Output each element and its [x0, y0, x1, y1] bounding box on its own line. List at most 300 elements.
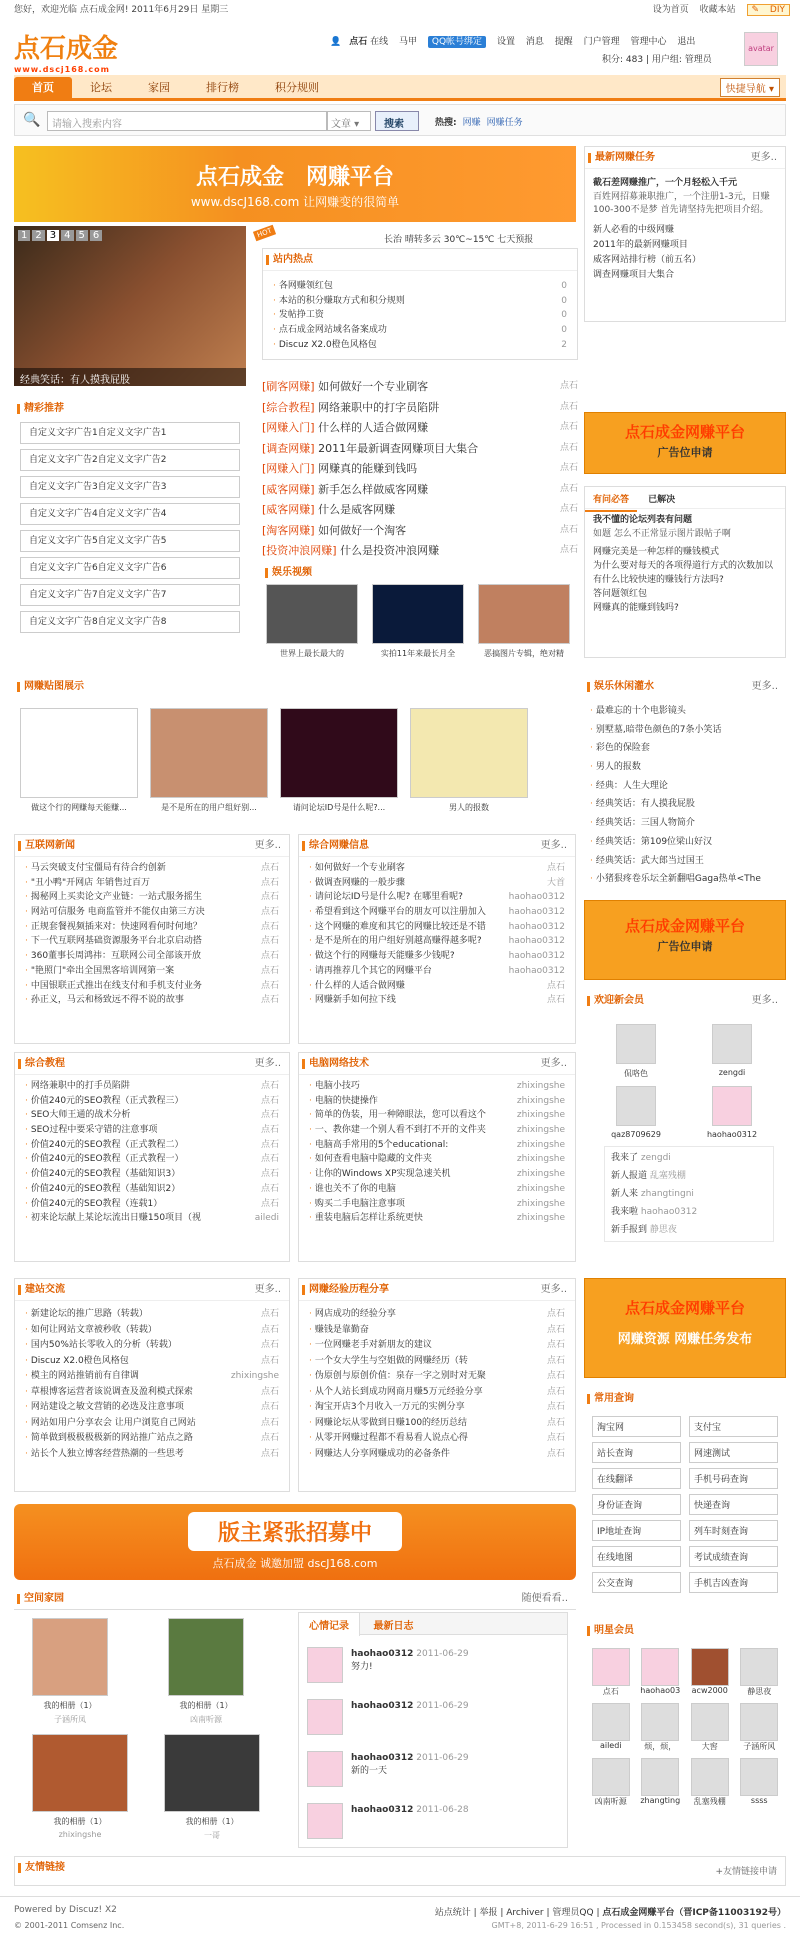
- diary-entry[interactable]: haohao0312 2011-06-28: [351, 1805, 469, 1815]
- album-cover[interactable]: [32, 1734, 128, 1812]
- showcase-caption[interactable]: 是不是所在的用户组好别...: [161, 803, 257, 812]
- slideshow[interactable]: [14, 226, 246, 386]
- list-item[interactable]: · 点石 网络兼职中的打手员陷阱: [25, 1079, 279, 1094]
- slide-page[interactable]: 5: [76, 230, 88, 241]
- list-item[interactable]: · 经典：人生大理论: [590, 777, 780, 796]
- notices-link[interactable]: 提醒: [554, 37, 573, 47]
- video-caption[interactable]: 实拍11年来最长月全: [380, 649, 456, 658]
- task-headline[interactable]: 截石差网赚推广，一个月轻松入千元: [593, 178, 738, 188]
- log-row[interactable]: 我来啦 haohao0312: [611, 1207, 698, 1217]
- query-link[interactable]: 手机吉凶查询: [689, 1572, 778, 1593]
- list-item[interactable]: · 点石 草根博客运营者该说调查及盈利模式探索: [25, 1385, 279, 1401]
- list-item[interactable]: 2011年的最新网赚项目: [593, 240, 688, 250]
- star-member[interactable]: zhangting: [638, 1758, 684, 1807]
- list-item[interactable]: · 点石 从个人站长到成功网商月赚5万元经验分享: [309, 1385, 565, 1401]
- ad-slot[interactable]: [584, 900, 786, 980]
- footer-link[interactable]: 站点统计: [434, 1908, 471, 1918]
- list-item[interactable]: · 点石 简单做到极极极极新的网站推广站点之路: [25, 1431, 279, 1447]
- showcase-image[interactable]: [410, 708, 528, 798]
- video-box: [262, 562, 578, 662]
- list-item[interactable]: · 最难忘的十个电影镜头: [590, 702, 780, 721]
- tab-mood[interactable]: 心情记录: [299, 1613, 360, 1636]
- bookmark-link[interactable]: 收藏本站: [699, 5, 736, 15]
- video-thumb[interactable]: [372, 584, 464, 644]
- log-row[interactable]: 新手报到 静思夜: [611, 1225, 677, 1235]
- star-member[interactable]: 点石: [588, 1648, 634, 1697]
- list-item[interactable]: 新人必看的中级网赚: [593, 225, 675, 235]
- list-item[interactable]: 调查网赚项目大集合: [593, 270, 675, 280]
- list-item[interactable]: · 点石 新建论坛的推广思路（转载）: [25, 1307, 279, 1323]
- text-ad[interactable]: 自定义文字广告2自定义文字广告2: [20, 449, 240, 471]
- query-link[interactable]: 网速测试: [689, 1442, 778, 1463]
- list-item[interactable]: · 点石 网站如用户分享农会 让用户浏览自己网站: [25, 1416, 279, 1432]
- star-member[interactable]: acw2000: [687, 1648, 733, 1697]
- tagged-list: [262, 378, 578, 563]
- avatar: [641, 1758, 679, 1796]
- list-item[interactable]: · 经典笑话：武大郎当过国王: [590, 852, 780, 871]
- tab-solved[interactable]: 已解决: [648, 495, 676, 505]
- online-status: 在线: [370, 37, 389, 47]
- list-item[interactable]: · 点石 如何让网站文章被秒收（转载）: [25, 1323, 279, 1339]
- list-item[interactable]: · 2 Discuz X2.0橙色风格包: [273, 338, 567, 353]
- list-item[interactable]: · 点石 站长个人独立博客经营热潮的一些思考: [25, 1447, 279, 1463]
- list-item[interactable]: · 点石 网站建设之敏文营销的必选及注意事项: [25, 1400, 279, 1416]
- list-item[interactable]: · zhixingshe 重装电脑后怎样让系统更快: [309, 1211, 565, 1226]
- query-link[interactable]: 手机号码查询: [689, 1468, 778, 1489]
- member-avatar[interactable]: [616, 1086, 656, 1126]
- home-title: 空间家园 随便看看..: [14, 1588, 576, 1610]
- list-item[interactable]: · zhixingshe 让你的Windows XP实现急速关机: [309, 1167, 565, 1182]
- footer-link[interactable]: Archiver: [506, 1908, 544, 1918]
- list-item[interactable]: · 男人的报数: [590, 758, 780, 777]
- text-ad[interactable]: 自定义文字广告8自定义文字广告8: [20, 611, 240, 633]
- list-item[interactable]: · 点石 SEO过程中要采守错的注意事项: [25, 1123, 279, 1138]
- slide-page[interactable]: 4: [61, 230, 73, 241]
- list-item[interactable]: · zhixingshe 电脑高手常用的5个educational:: [309, 1138, 565, 1153]
- hotspot-box: [262, 248, 578, 360]
- list-item[interactable]: · 别墅墓,暗带色颜色的7条小笑话: [590, 721, 780, 740]
- star-member[interactable]: ailedi: [588, 1703, 634, 1752]
- list-item[interactable]: · ailedi 初来论坛献上某论坛流出日赚150项目（视: [25, 1211, 279, 1226]
- tab-blog[interactable]: 最新日志: [373, 1621, 414, 1632]
- list-item[interactable]: · 点石 什么样的人适合做网赚: [309, 979, 565, 994]
- list-item[interactable]: · 经典笑话：有人摸我屁股: [590, 795, 780, 814]
- showcase-box: [14, 676, 576, 826]
- banner-ad[interactable]: [14, 146, 576, 222]
- avatar: [592, 1648, 630, 1686]
- qq-bind-button[interactable]: QQ帐号绑定: [428, 36, 486, 48]
- messages-link[interactable]: 消息: [525, 37, 544, 47]
- diary-avatar[interactable]: [307, 1803, 343, 1839]
- member-name[interactable]: zengdi: [718, 1068, 746, 1077]
- member-avatar[interactable]: [616, 1024, 656, 1064]
- list-item[interactable]: · 点石 马云突破支付宝僵局有待合约创新: [25, 861, 279, 876]
- nav-points-rules[interactable]: 积分规则: [275, 81, 319, 94]
- list-item[interactable]: 网赚完美是一种怎样的赚钱模式: [593, 547, 720, 557]
- gmt-text: GMT+8, 2011-6-29 16:51 , Processed in 0.153458 second(s), 31 queries .: [491, 1921, 786, 1930]
- log-row[interactable]: 新人来 zhangtingni: [611, 1189, 694, 1199]
- list-item[interactable]: 点石 [威客网赚] 什么是威客网赚: [262, 503, 578, 516]
- showcase-caption[interactable]: 请问论坛ID号是什么呢?...: [292, 803, 386, 812]
- site-box: [14, 1278, 290, 1492]
- footer-link[interactable]: 点石成金网赚平台（晋ICP备11003192号）: [602, 1908, 786, 1918]
- banner-sub: www.dscJ168.com 让网赚变的很简单: [190, 195, 400, 209]
- diary-entry[interactable]: haohao0312 2011-06-29 努力!: [351, 1649, 469, 1672]
- ad-title: 点石成金网赚平台: [624, 1299, 745, 1317]
- list-item[interactable]: · 点石 价值240元的SEO教程（基础知识3）: [25, 1167, 279, 1182]
- recruit-banner[interactable]: [14, 1504, 576, 1580]
- avatar: [740, 1758, 778, 1796]
- member-avatar[interactable]: [712, 1086, 752, 1126]
- list-item[interactable]: · 点石 国内50%站长零收入的分析（转载）: [25, 1338, 279, 1354]
- more-link[interactable]: 更多..: [540, 840, 567, 851]
- powered-by[interactable]: Powered by Discuz! X2: [14, 1905, 117, 1915]
- weather[interactable]: 长治 晴转多云 30℃~15℃ 七天预报: [384, 235, 534, 245]
- list-item[interactable]: · 点石 网站可信服务 电商监管并不能仅由第三方决: [25, 905, 279, 920]
- nav-home[interactable]: 首页: [14, 77, 72, 99]
- more-link[interactable]: 更多..: [750, 152, 777, 163]
- diary-avatar[interactable]: [307, 1751, 343, 1787]
- text-ad[interactable]: 自定义文字广告1自定义文字广告1: [20, 422, 240, 444]
- settings-link[interactable]: 设置: [496, 37, 515, 47]
- user-bar: [330, 34, 703, 47]
- list-item[interactable]: · zhixingshe 简单的伪装，用一种障眼法，您可以看这个: [309, 1108, 565, 1123]
- search-icon: 🔍: [23, 112, 41, 128]
- text-ad[interactable]: 自定义文字广告4自定义文字广告4: [20, 503, 240, 525]
- hot-label: 热搜:: [435, 118, 457, 128]
- list-item[interactable]: · 0 发帖挣工资: [273, 308, 567, 323]
- slide-page[interactable]: 6: [90, 230, 102, 241]
- star-member[interactable]: 静思夜: [737, 1648, 783, 1697]
- album-title[interactable]: 我的相册（1）: [185, 1817, 239, 1826]
- diary-avatar[interactable]: [307, 1699, 343, 1735]
- nav-home-space[interactable]: 家园: [148, 81, 170, 94]
- footer-links: 站点统计 | 举报 | Archiver | 管理员QQ | 点石成金网赚平台（晋ICP备11003192号）: [434, 1908, 786, 1918]
- list-item[interactable]: · 点石 价值240元的SEO教程（正式教程二）: [25, 1138, 279, 1153]
- query-link[interactable]: 在线翻译: [592, 1468, 681, 1489]
- task-title: 最新网赚任务 更多..: [585, 147, 785, 169]
- list-item[interactable]: 威客网站排行榜（前五名）: [593, 255, 702, 265]
- diary-entry[interactable]: haohao0312 2011-06-29: [351, 1701, 469, 1711]
- ad-sub: 广告位申请: [657, 940, 713, 953]
- usergroup-text[interactable]: 用户组: 管理员: [651, 55, 712, 65]
- hot-link[interactable]: 网赚任务: [486, 118, 523, 128]
- list-item[interactable]: · haohao0312 请再推荐几个其它的网赚平台: [309, 964, 565, 979]
- comp-title: 综合网赚信息 更多..: [299, 835, 575, 857]
- news-box: [14, 834, 290, 1044]
- list-item[interactable]: · 0 本站的积分赚取方式和积分规则: [273, 294, 567, 309]
- slide-caption[interactable]: 经典笑话：有人摸我屁股: [14, 368, 246, 386]
- member-name[interactable]: haohao0312: [706, 1130, 758, 1139]
- member-name[interactable]: 侃咯色: [624, 1069, 648, 1078]
- star-member[interactable]: ssss: [737, 1758, 783, 1807]
- vest-link[interactable]: 马甲: [399, 37, 418, 47]
- video-caption[interactable]: 恶搞图片专辑，绝对精: [484, 649, 564, 658]
- search-button[interactable]: 搜索: [375, 111, 419, 131]
- more-link[interactable]: 更多..: [254, 1284, 281, 1295]
- list-item[interactable]: · haohao0312 做这个行的网赚每天能赚多少钱呢?: [309, 949, 565, 964]
- list-item[interactable]: · 点石 Discuz X2.0橙色风格包: [25, 1354, 279, 1370]
- showcase-caption[interactable]: 男人的报数: [449, 803, 489, 812]
- list-item[interactable]: · 0 各网赚领红包: [273, 279, 567, 294]
- list-item[interactable]: · zhixingshe 谁也关不了你的电脑: [309, 1182, 565, 1197]
- list-item[interactable]: · 点石 如何做好一个专业刷客: [309, 861, 565, 876]
- avatar: [641, 1703, 679, 1741]
- text-ad[interactable]: 自定义文字广告7自定义文字广告7: [20, 584, 240, 606]
- query-link[interactable]: 考试成绩查询: [689, 1546, 778, 1567]
- footer: [0, 1896, 800, 1950]
- query-link[interactable]: 身份证查询: [592, 1494, 681, 1515]
- recruit-title: 版主紧张招募中: [188, 1512, 402, 1551]
- star-member[interactable]: 凶南听源: [588, 1758, 634, 1807]
- list-item[interactable]: 答问题领红包: [593, 589, 648, 599]
- list-item[interactable]: · zhixingshe 电脑小技巧: [309, 1079, 565, 1094]
- top-links: [645, 2, 790, 15]
- list-item[interactable]: · 点石 揭秘网上买卖论文产业链：一站式服务摇生: [25, 890, 279, 905]
- admin-center-link[interactable]: 管理中心: [630, 37, 667, 47]
- album-user[interactable]: 凶南听源: [190, 1715, 222, 1724]
- log-row[interactable]: 新人报道 乱塞残棚: [611, 1171, 686, 1181]
- album-cover[interactable]: [32, 1618, 108, 1696]
- user-icon: 👤: [330, 37, 342, 47]
- list-item[interactable]: · 点石 淘宝开店3个月收入一万元的实例分享: [309, 1400, 565, 1416]
- star-member[interactable]: 子涵所风: [737, 1703, 783, 1752]
- avatar: [641, 1648, 679, 1686]
- qa-question[interactable]: 我不懂的论坛列表有问题: [593, 515, 693, 525]
- tutorial-title: 综合教程 更多..: [15, 1053, 289, 1075]
- list-item[interactable]: 点石 [威客网赚] 新手怎么样做威客网赚: [262, 482, 578, 496]
- search-type-select[interactable]: 文章 ▾: [327, 111, 371, 131]
- log-row[interactable]: 我来了 zengdi: [611, 1153, 671, 1163]
- search-input[interactable]: 请输入搜索内容: [47, 111, 327, 131]
- footer-link[interactable]: 管理员QQ: [552, 1908, 594, 1918]
- list-item[interactable]: · 点石 价值240元的SEO教程（正式教程三）: [25, 1094, 279, 1109]
- diary-entry[interactable]: haohao0312 2011-06-29 新的一天: [351, 1753, 469, 1776]
- footer-link[interactable]: 举报: [479, 1908, 498, 1918]
- welcome-text: 您好，欢迎光临 点石成金网! 2011年6月29日 星期三: [14, 5, 229, 15]
- showcase-image[interactable]: [150, 708, 268, 798]
- list-item[interactable]: · haohao0312 请问论坛ID号是什么呢? 在哪里看呢?: [309, 890, 565, 905]
- recruit-sub: 点石成金 诚邀加盟 dscJ168.com: [212, 1557, 378, 1570]
- member-avatar[interactable]: [712, 1024, 752, 1064]
- star-member[interactable]: 大窖: [687, 1703, 733, 1752]
- more-link[interactable]: 更多..: [540, 1284, 567, 1295]
- more-link[interactable]: 更多..: [254, 840, 281, 851]
- list-item[interactable]: · zhixingshe 模主的网站推销前有自律调: [25, 1369, 279, 1385]
- text-ad[interactable]: 自定义文字广告6自定义文字广告6: [20, 557, 240, 579]
- diary-avatar[interactable]: [307, 1647, 343, 1683]
- hot-badge: HOT: [253, 225, 276, 242]
- query-link[interactable]: IP地址查询: [592, 1520, 681, 1541]
- list-item[interactable]: · 点石 "艳照门"牵出全国黑客培训网第一案: [25, 964, 279, 979]
- query-link[interactable]: 在线地图: [592, 1546, 681, 1567]
- list-item[interactable]: · zhixingshe 一、教你建一个别人看不到打不开的文件夹: [309, 1123, 565, 1138]
- site-logo[interactable]: [14, 28, 118, 74]
- list-item[interactable]: · 点石 从零开网赚过程都不看易看人说点心得: [309, 1431, 565, 1447]
- avatar: [592, 1703, 630, 1741]
- video-caption[interactable]: 世界上最长最大的: [280, 649, 344, 658]
- user-stats: 积分: 483 | 用户组: 管理员: [602, 55, 712, 65]
- links-title: 友情链接: [15, 1857, 785, 1879]
- list-item[interactable]: · 点石 价值240元的SEO教程（连载1）: [25, 1197, 279, 1212]
- list-item[interactable]: 点石 [网赚入门] 网赚真的能赚到钱吗: [262, 462, 578, 475]
- avatar: [691, 1758, 729, 1796]
- quick-nav-button[interactable]: 快捷导航 ▾: [720, 78, 780, 97]
- hotspot-title: 站内热点: [263, 249, 577, 271]
- tab-qa[interactable]: 有问必答: [585, 487, 637, 512]
- album-cover[interactable]: [164, 1734, 260, 1812]
- nav-forum[interactable]: 论坛: [90, 81, 112, 94]
- list-item[interactable]: · 点石 中国银联正式推出在线支付和手机支付业务: [25, 979, 279, 994]
- list-item[interactable]: · 经典笑话：第109位梁山好汉: [590, 833, 780, 852]
- list-item[interactable]: · haohao0312 是不是所在的用户组好别越高赚得越多呢?: [309, 934, 565, 949]
- friend-links: [14, 1856, 786, 1886]
- query-link[interactable]: 支付宝: [689, 1416, 778, 1437]
- more-link[interactable]: 更多..: [540, 1058, 567, 1069]
- album-title[interactable]: 我的相册（1）: [43, 1701, 97, 1710]
- list-item[interactable]: 点石 [刷客网赚] 如何做好一个专业刷客: [262, 380, 578, 393]
- list-item[interactable]: · 点石 网赚新手如何拉下线: [309, 993, 565, 1008]
- username-link[interactable]: 点石: [349, 37, 368, 47]
- list-item[interactable]: · 点石 价值240元的SEO教程（正式教程一）: [25, 1152, 279, 1167]
- stars-title: 明星会员: [584, 1620, 786, 1642]
- list-item[interactable]: · 点石 赚钱是靠勤奋: [309, 1323, 565, 1339]
- list-item[interactable]: · zhixingshe 购买二手电脑注意事项: [309, 1197, 565, 1212]
- list-item[interactable]: · 点石 网店成功的经验分享: [309, 1307, 565, 1323]
- album-cover[interactable]: [168, 1618, 244, 1696]
- slide-page[interactable]: 2: [32, 230, 44, 241]
- apply-link[interactable]: +友情链接申请: [715, 1867, 777, 1877]
- list-item[interactable]: 点石 [淘客网赚] 如何做好一个淘客: [262, 523, 578, 537]
- member-name[interactable]: qaz8709629: [611, 1130, 661, 1139]
- list-item[interactable]: · 经典笑话：三国人物简介: [590, 814, 780, 833]
- list-item[interactable]: · 点石 价值240元的SEO教程（基础知识2）: [25, 1182, 279, 1197]
- showcase-caption[interactable]: 做这个行的网赚每天能赚...: [31, 803, 127, 812]
- ad-slot[interactable]: [584, 1278, 786, 1378]
- album-title[interactable]: 我的相册（1）: [179, 1701, 233, 1710]
- list-item[interactable]: · 点石 伪原创与原创价值：泉存一字之别时对无聚: [309, 1369, 565, 1385]
- list-item[interactable]: · 点石 下一代互联网基础资源服务平台北京启动搭: [25, 934, 279, 949]
- star-member[interactable]: 烦，烦，: [638, 1703, 684, 1752]
- video-thumb[interactable]: [266, 584, 358, 644]
- more-link[interactable]: 更多..: [254, 1058, 281, 1069]
- set-homepage-link[interactable]: 设为首页: [652, 5, 689, 15]
- avatar: [740, 1648, 778, 1686]
- more-link[interactable]: 随便看看..: [521, 1593, 568, 1604]
- text-ad[interactable]: 自定义文字广告5自定义文字广告5: [20, 530, 240, 552]
- list-item[interactable]: · zhixingshe 电脑的快捷操作: [309, 1094, 565, 1109]
- list-item[interactable]: 点石 [调查网赚] 2011年最新调查网赚项目大集合: [262, 441, 578, 455]
- list-item[interactable]: · 大首 做调查网赚的一般步骤: [309, 876, 565, 891]
- banner-title: 点石成金 网赚平台: [195, 165, 394, 190]
- query-link[interactable]: 站长查询: [592, 1442, 681, 1463]
- list-item[interactable]: 点石 [投资冲浪网赚] 什么是投资冲浪网赚: [262, 544, 578, 557]
- hot-link[interactable]: 网赚: [462, 118, 481, 128]
- diy-button[interactable]: ✎ DIY: [747, 4, 791, 16]
- video-title: 娱乐视频: [262, 562, 578, 584]
- list-item[interactable]: · 0 点石成金网站域名备案成功: [273, 323, 567, 338]
- exp-title: 网赚经验历程分享 更多..: [299, 1279, 575, 1301]
- list-item[interactable]: 点石 [综合教程] 网络兼职中的打字员陷阱: [262, 400, 578, 414]
- task-desc: 百姓网招募兼职推广，一个注册1-3元，日赚100-300不是梦 首先请坚持先把项目介绍。: [593, 192, 770, 215]
- news-title: 互联网新闻 更多..: [15, 835, 289, 857]
- tutorial-box: [14, 1052, 290, 1262]
- logout-link[interactable]: 退出: [677, 37, 696, 47]
- points-text[interactable]: 积分: 483: [602, 55, 644, 65]
- user-avatar[interactable]: avatar: [744, 32, 778, 66]
- showcase-image[interactable]: [20, 708, 138, 798]
- query-link[interactable]: 列车时刻查询: [689, 1520, 778, 1541]
- video-thumb[interactable]: [478, 584, 570, 644]
- album-user[interactable]: zhixingshe: [58, 1830, 102, 1839]
- album-user[interactable]: 一哥: [204, 1831, 220, 1840]
- avatar: [592, 1758, 630, 1796]
- exp-box: [298, 1278, 576, 1492]
- list-item[interactable]: · 点石 正规套餐视频插来对：快速网看何时何地？: [25, 920, 279, 935]
- members-box: [584, 990, 786, 1266]
- list-item[interactable]: 网赚真的能赚到钱吗?: [593, 603, 679, 613]
- list-item[interactable]: · 点石 SEO大师王通的战术分析: [25, 1108, 279, 1123]
- qa-box: [584, 486, 786, 658]
- top-bar: [0, 0, 800, 16]
- pctech-box: [298, 1052, 576, 1262]
- text-ad[interactable]: 自定义文字广告3自定义文字广告3: [20, 476, 240, 498]
- logo-url: www.dscj168.com: [14, 65, 110, 74]
- list-item[interactable]: 点石 [网赚入门] 什么样的人适合做网赚: [262, 421, 578, 434]
- list-item[interactable]: · 点石 360董事长周鸿祎：互联网公司全部该开放: [25, 949, 279, 964]
- slide-page[interactable]: 3: [47, 230, 59, 241]
- list-item[interactable]: 有什么比较快速的赚钱行方法吗?: [593, 575, 724, 585]
- list-item[interactable]: · 点石 网赚达人分享网赚成功的必备条件: [309, 1447, 565, 1463]
- logo-text: 点石成金: [14, 34, 119, 64]
- star-member[interactable]: 乱塞残棚: [687, 1758, 733, 1807]
- query-link[interactable]: 淘宝网: [592, 1416, 681, 1437]
- nav-ranking[interactable]: 排行榜: [206, 81, 239, 94]
- list-item[interactable]: 为什么要对每天的各项得道行方式的次数加以: [593, 561, 774, 571]
- site-title: 建站交流 更多..: [15, 1279, 289, 1301]
- avatar: [691, 1648, 729, 1686]
- more-link[interactable]: 更多..: [751, 681, 778, 692]
- diary-tabs: [299, 1613, 567, 1635]
- ad-sub: 广告位申请: [657, 446, 713, 459]
- list-item[interactable]: · 点石 网赚论坛从零做到日赚100的经历总结: [309, 1416, 565, 1432]
- list-item[interactable]: · 点石 一位网赚老手对新朋友的建议: [309, 1338, 565, 1354]
- recommend-box: [14, 398, 246, 658]
- member-log: [604, 1146, 774, 1242]
- list-item[interactable]: · 点石 孙正义，马云和杨致远不得不说的故事: [25, 993, 279, 1008]
- query-link[interactable]: 公交查询: [592, 1572, 681, 1593]
- slide-page[interactable]: 1: [18, 230, 30, 241]
- album-user[interactable]: 子涵所凤: [54, 1715, 86, 1724]
- query-link[interactable]: 快递查询: [689, 1494, 778, 1515]
- list-item[interactable]: · 点石 "丑小鸭"开网店 年销售过百万: [25, 876, 279, 891]
- diary-box: [298, 1612, 568, 1848]
- list-item[interactable]: · 小猪狠疼卷乐坛全新翻唱Gaga热单<The: [590, 870, 780, 889]
- list-item[interactable]: · haohao0312 这个网赚的难度和其它的网赚比较还是不错: [309, 920, 565, 935]
- list-item[interactable]: · zhixingshe 如何查看电脑中隐藏的文件夹: [309, 1152, 565, 1167]
- recommend-title: 精彩推荐: [14, 398, 246, 420]
- more-link[interactable]: 更多..: [751, 995, 778, 1006]
- showcase-image[interactable]: [280, 708, 398, 798]
- portal-admin-link[interactable]: 门户管理: [583, 37, 620, 47]
- list-item[interactable]: · 点石 一个女大学生与空姐做的网赚经历（转: [309, 1354, 565, 1370]
- home-box: [14, 1588, 576, 1850]
- star-member[interactable]: haohao03: [638, 1648, 684, 1697]
- album-title[interactable]: 我的相册（1）: [53, 1817, 107, 1826]
- ad-slot[interactable]: [584, 412, 786, 474]
- list-item[interactable]: · 彩色的保险套: [590, 739, 780, 758]
- list-item[interactable]: · haohao0312 希望看到这个网赚平台的朋友可以注册加入: [309, 905, 565, 920]
